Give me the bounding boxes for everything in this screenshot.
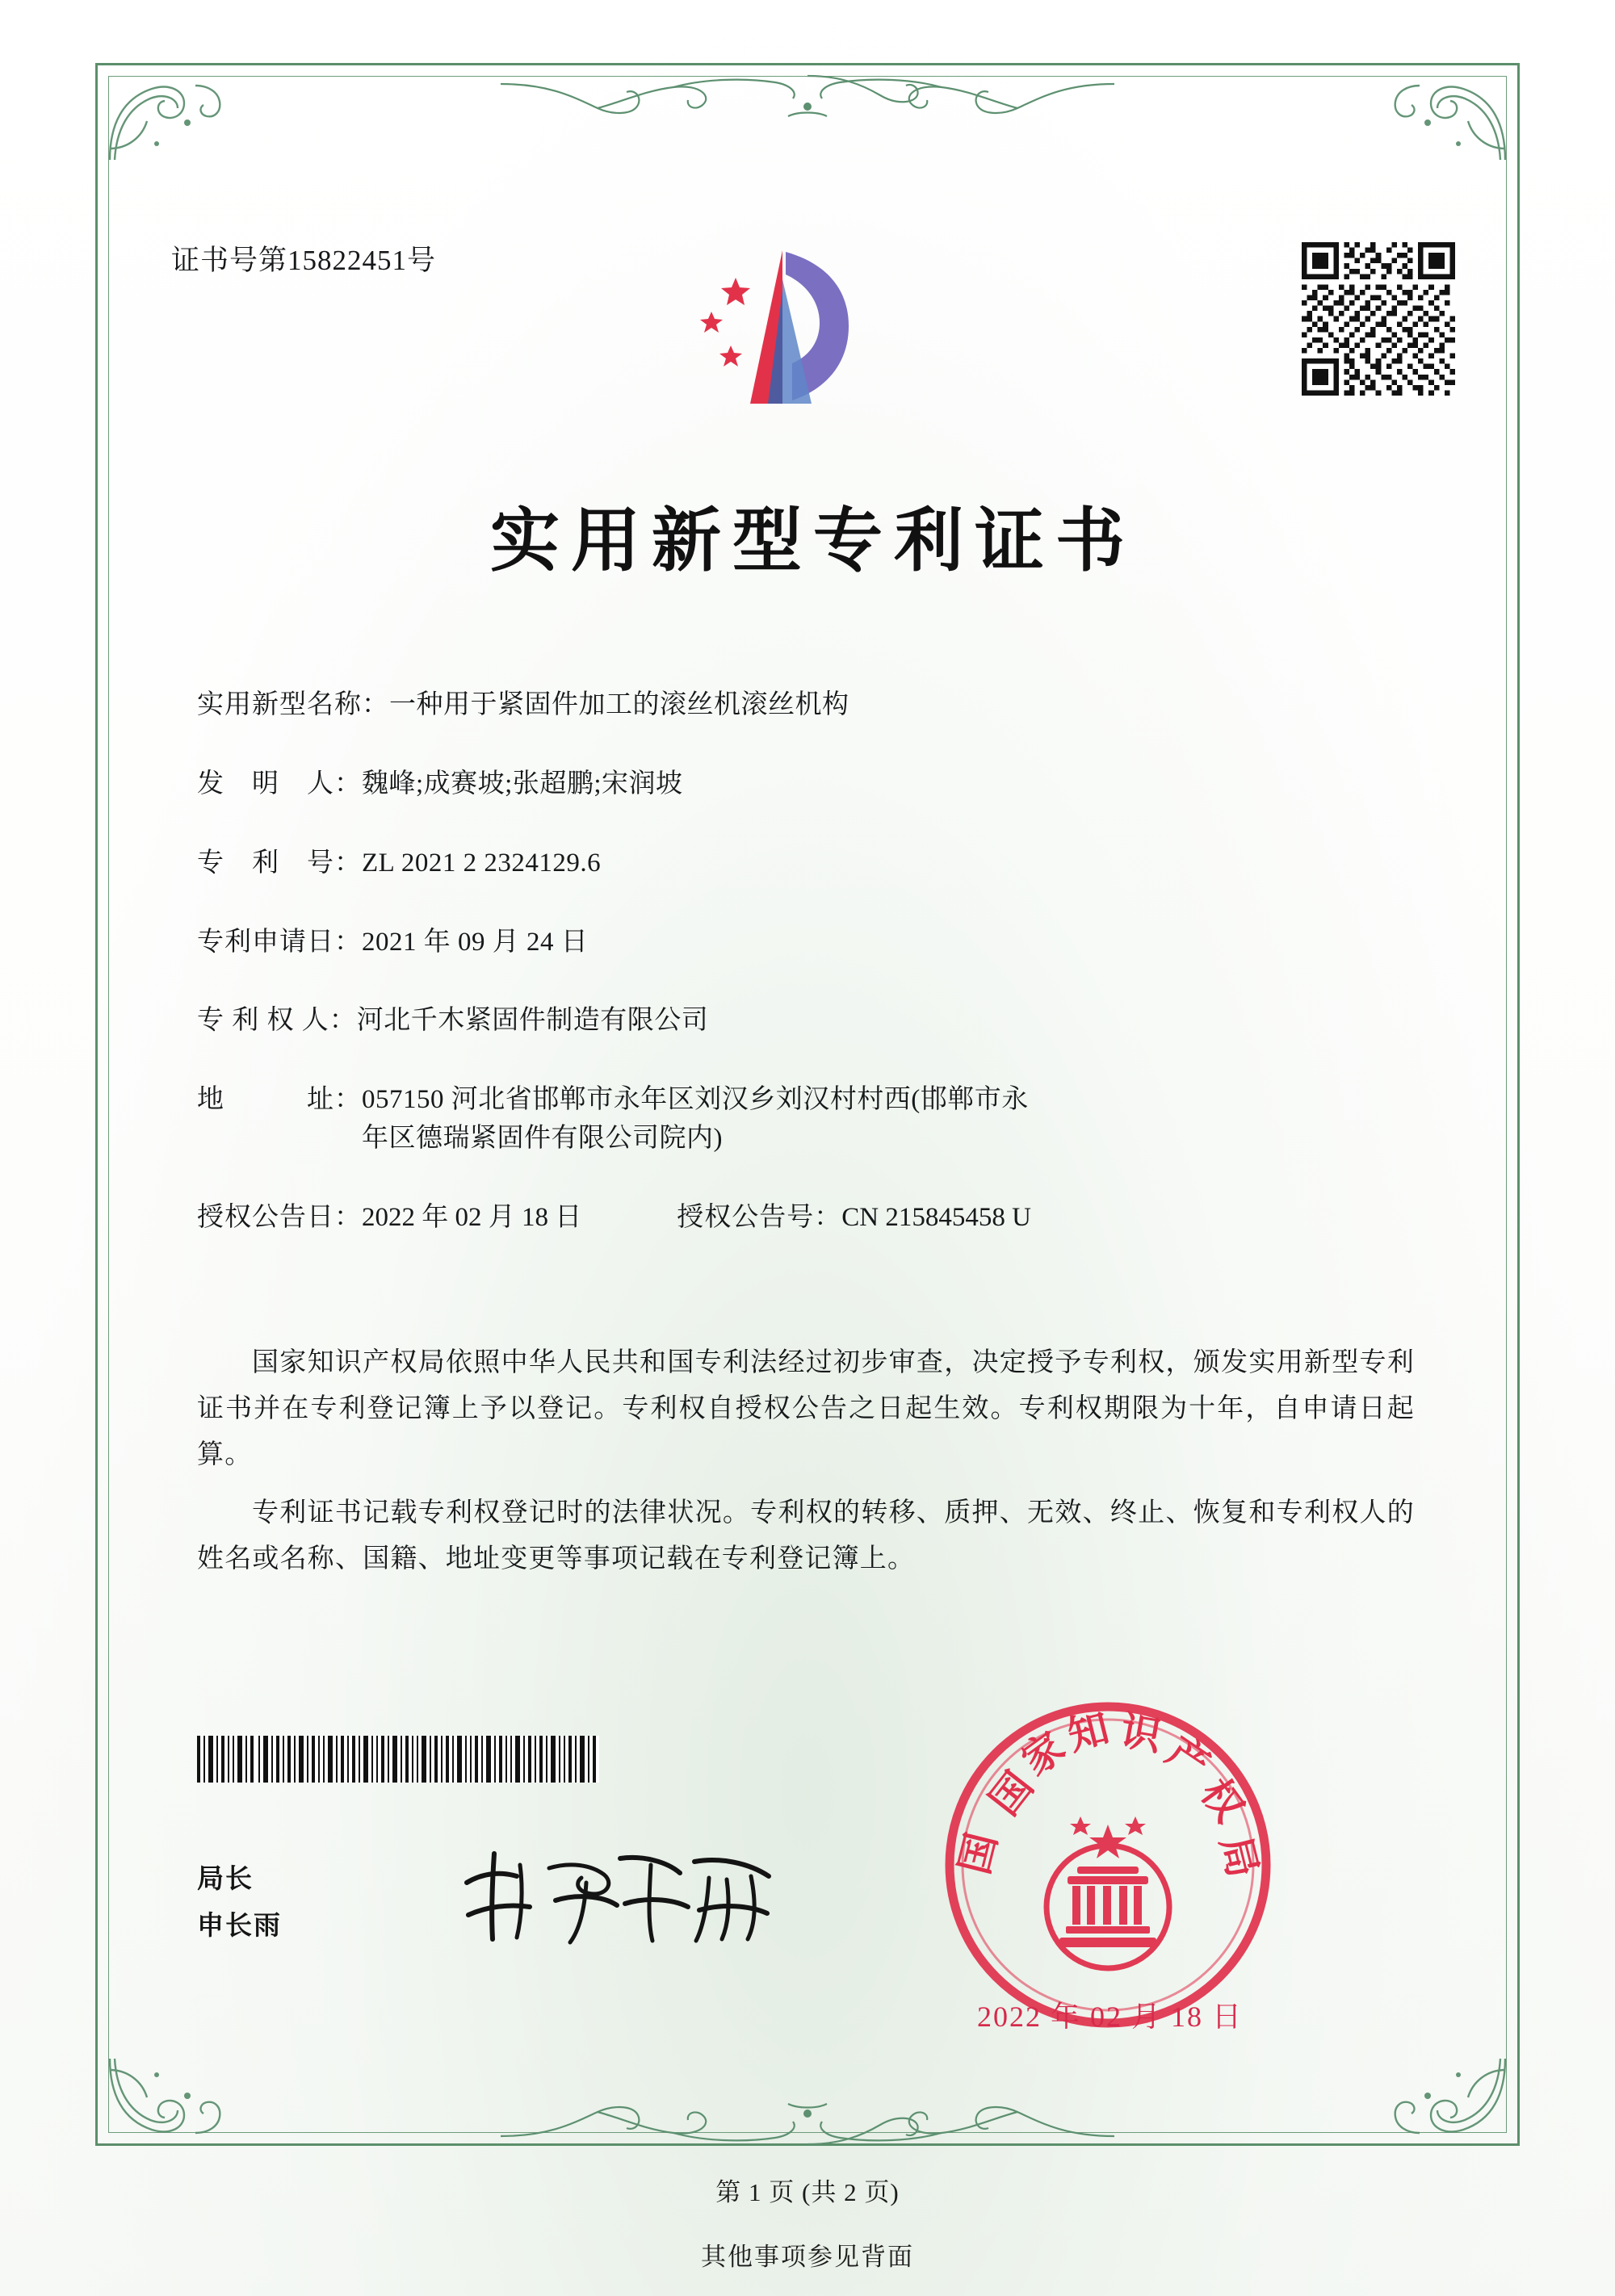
barcode [197, 1736, 599, 1783]
paragraph-2: 专利证书记载专利权登记时的法律状况。专利权的转移、质押、无效、终止、恢复和专利权人的姓名或名称、国籍、地址变更等事项记载在专利登记簿上。 [197, 1498, 1415, 1573]
field-grant-row [197, 1199, 1424, 1238]
field-label: 地 址： [197, 1085, 362, 1115]
field-inventors [197, 765, 1424, 804]
svg-text:局: 局 [1211, 1831, 1268, 1883]
handwritten-signature [452, 1841, 791, 1954]
field-value: 2022 年 02 月 18 日 [362, 1202, 582, 1232]
certificate-number: 证书号第15822451号 [171, 245, 437, 276]
svg-text:国: 国 [979, 1762, 1042, 1825]
page-number: 第 1 页 (共 2 页) [715, 2178, 900, 2206]
svg-text:家: 家 [1013, 1722, 1074, 1785]
field-value-group [362, 1081, 1424, 1158]
field-label: 专 利 权 人： [197, 1006, 357, 1036]
field-application-date [197, 924, 1424, 962]
field-label: 专 利 号： [197, 848, 362, 878]
field-patentee [197, 1002, 1424, 1041]
field-value: 一种用于紧固件加工的滚丝机滚丝机构 [389, 690, 849, 719]
field-utility-model-name [197, 686, 1424, 725]
field-value: CN 215845458 U [841, 1202, 1031, 1232]
director-title-label: 局长 [197, 1865, 254, 1894]
field-address [197, 1081, 1424, 1158]
field-value: ZL 2021 2 2324129.6 [362, 848, 602, 878]
svg-text:识: 识 [1117, 1706, 1165, 1761]
field-value-line2: 年区德瑞紧固件有限公司院内) [362, 1124, 723, 1154]
field-grant-number [677, 1199, 1031, 1238]
corner-ornament-icon [107, 2055, 228, 2144]
field-value: 魏峰;成赛坡;张超鹏;宋润坡 [362, 769, 683, 798]
svg-text:国: 国 [950, 1828, 1006, 1879]
field-value: 河北千木紧固件制造有限公司 [356, 1006, 709, 1036]
field-list [197, 686, 1424, 1275]
legal-text [197, 1340, 1415, 1595]
svg-text:知: 知 [1063, 1703, 1114, 1760]
corner-ornament-icon [107, 74, 228, 163]
corner-ornament-icon [1387, 2055, 1508, 2144]
bottom-flourish-ornament-icon [501, 2086, 1114, 2151]
field-value-line1: 057150 河北省邯郸市永年区刘汉乡刘汉村村西(邯郸市永 [362, 1085, 1029, 1115]
field-label: 专利申请日： [197, 927, 362, 957]
field-label: 实用新型名称： [197, 690, 389, 719]
field-grant-date [197, 1199, 581, 1238]
qr-code [1302, 242, 1455, 396]
back-side-note: 其他事项参见背面 [701, 2243, 914, 2271]
cnipa-logo-icon [690, 242, 892, 424]
svg-text:权: 权 [1191, 1770, 1254, 1831]
seal-date: 2022 年 02 月 18 日 [977, 2001, 1244, 2033]
field-value: 2021 年 09 月 24 日 [362, 927, 589, 957]
field-label: 授权公告日： [197, 1202, 362, 1232]
field-patent-number [197, 844, 1424, 883]
corner-ornament-icon [1387, 74, 1508, 163]
page-title: 实用新型专利证书 [490, 500, 1136, 581]
field-label: 授权公告号： [677, 1202, 842, 1232]
svg-text:产: 产 [1158, 1727, 1219, 1789]
field-label: 发 明 人： [197, 769, 362, 798]
official-seal [938, 1695, 1277, 2034]
signature-labels [197, 1857, 282, 1950]
director-name-label: 申长雨 [197, 1911, 282, 1941]
paragraph-1: 国家知识产权局依照中华人民共和国专利法经过初步审查，决定授予专利权，颁发实用新型专利证书并在专利登记簿上予以登记。专利权自授权公告之日起生效。专利权期限为十年，自申请日起算。 [197, 1348, 1415, 1469]
top-flourish-ornament-icon [501, 69, 1114, 134]
